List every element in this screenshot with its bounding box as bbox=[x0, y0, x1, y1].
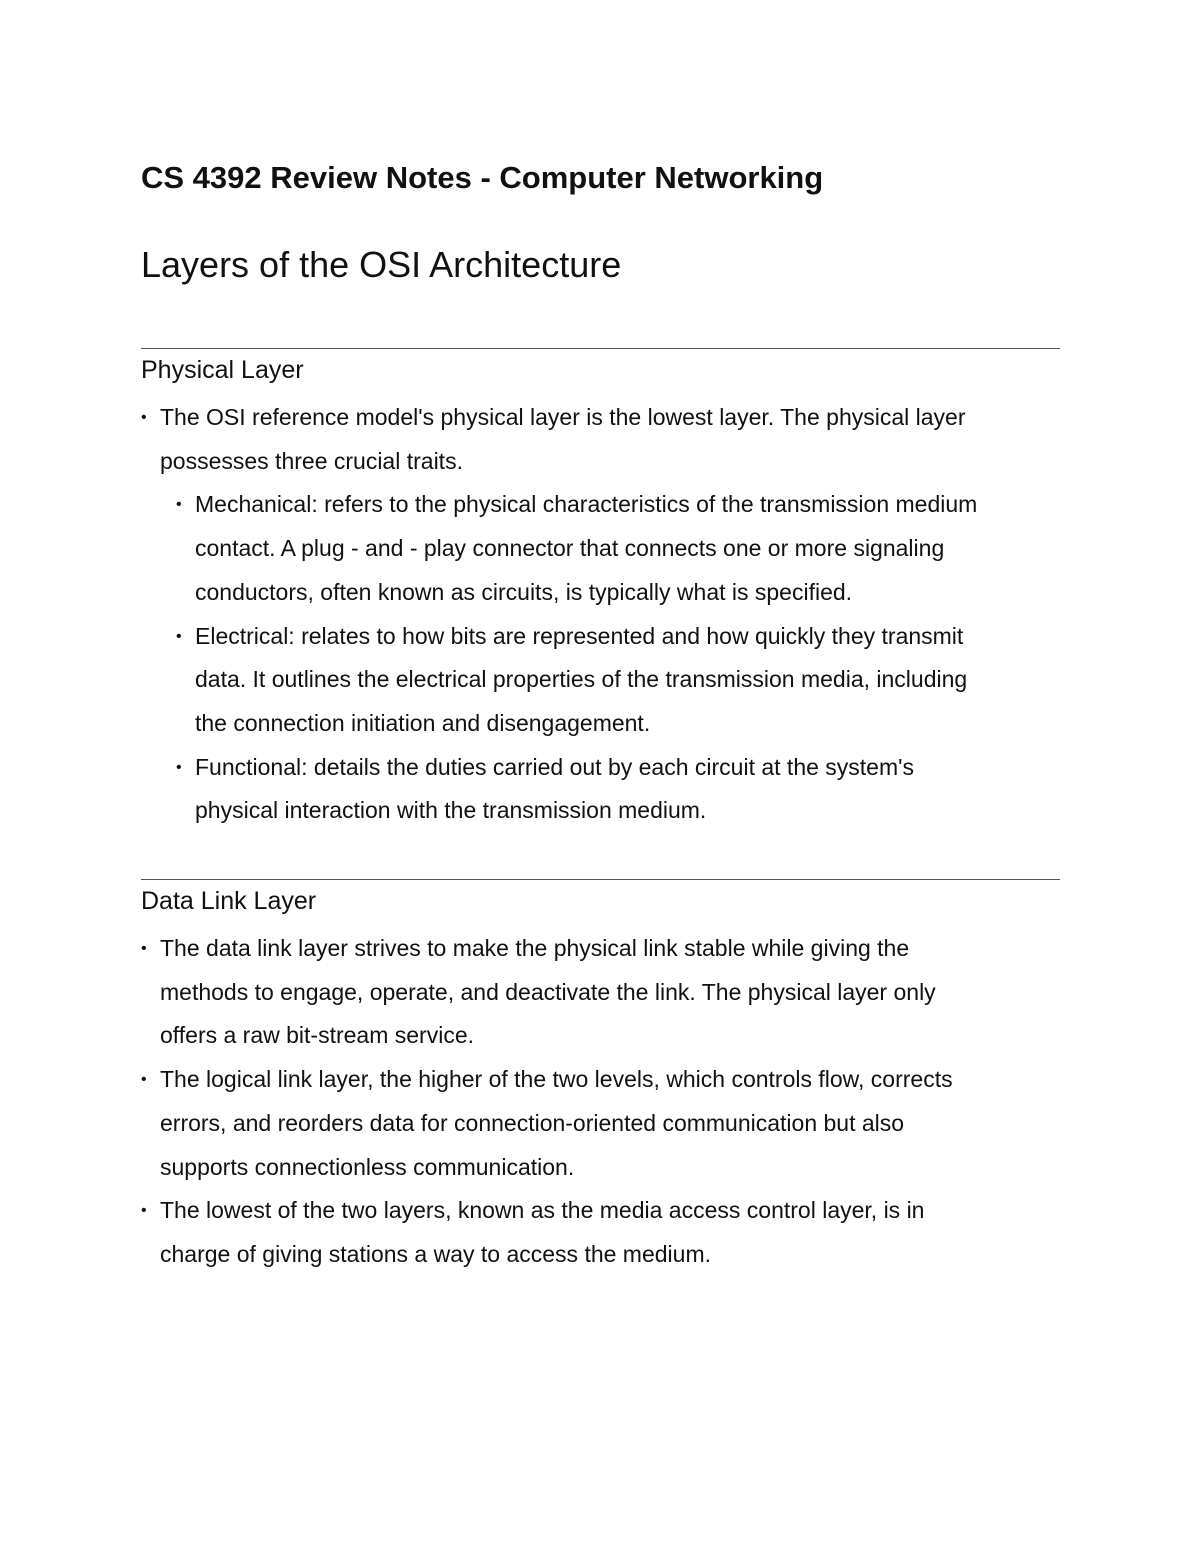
list-item-line: The lowest of the two layers, known as the media access control layer, is in bbox=[160, 1197, 925, 1224]
sub-list-item bbox=[176, 615, 1060, 746]
section-divider bbox=[141, 348, 1060, 349]
list-item-line: The OSI reference model's physical layer is the lowest layer. The physical layer bbox=[160, 404, 966, 430]
list-item-line: errors, and reorders data for connection-oriented communication but also bbox=[160, 1109, 905, 1136]
list-item-line: conductors, often known as circuits, is typically what is specified. bbox=[195, 578, 853, 605]
sub-bullet-list bbox=[176, 483, 1060, 833]
list-item-line: contact. A plug - and - play connector that connects one or more signaling bbox=[195, 535, 945, 562]
section-physical-layer bbox=[141, 348, 1060, 833]
list-item bbox=[141, 1058, 1060, 1189]
section-data-link-layer bbox=[141, 879, 1060, 1277]
list-item-line: methods to engage, operate, and deactivate the link. The physical layer only bbox=[160, 978, 936, 1005]
bullet-icon: • bbox=[176, 496, 182, 514]
bullet-icon: • bbox=[141, 940, 147, 957]
section-heading: Physical Layer bbox=[141, 356, 304, 384]
bullet-icon: • bbox=[176, 627, 182, 645]
section-divider bbox=[141, 879, 1060, 880]
list-item-line: Functional: details the duties carried out by each circuit at the system's bbox=[195, 753, 915, 780]
list-item bbox=[141, 1189, 1060, 1276]
bullet-icon: • bbox=[141, 1202, 147, 1220]
list-item-line: The data link layer strives to make the physical link stable while giving the bbox=[160, 935, 910, 961]
bullet-icon: • bbox=[141, 409, 147, 426]
bullet-list bbox=[141, 396, 1060, 833]
bullet-icon: • bbox=[176, 758, 182, 776]
bullet-icon: • bbox=[141, 1071, 147, 1089]
list-item-line: Electrical: relates to how bits are represented and how quickly they transmit bbox=[195, 622, 964, 649]
list-item-line: possesses three crucial traits. bbox=[160, 447, 463, 474]
list-item-line: offers a raw bit-stream service. bbox=[160, 1022, 475, 1049]
list-item-line: charge of giving stations a way to access the medium. bbox=[160, 1240, 712, 1267]
list-item bbox=[141, 927, 1060, 1058]
list-item-line: the connection initiation and disengagement. bbox=[195, 709, 651, 736]
list-item-line: The logical link layer, the higher of the two levels, which controls flow, corrects bbox=[160, 1066, 953, 1093]
document-subtitle: Layers of the OSI Architecture bbox=[141, 244, 622, 285]
section-heading: Data Link Layer bbox=[141, 887, 317, 915]
list-item bbox=[141, 396, 1060, 833]
bullet-list bbox=[141, 927, 1060, 1277]
list-item-line: physical interaction with the transmission medium. bbox=[195, 797, 707, 824]
list-item-line: supports connectionless communication. bbox=[160, 1153, 575, 1180]
sub-list-item bbox=[176, 746, 1060, 833]
document-title: CS 4392 Review Notes - Computer Networking bbox=[141, 160, 824, 195]
list-item-line: Mechanical: refers to the physical characteristics of the transmission medium bbox=[195, 491, 978, 518]
list-item-line: data. It outlines the electrical properties of the transmission media, including bbox=[195, 666, 968, 693]
sub-list-item bbox=[176, 483, 1060, 614]
